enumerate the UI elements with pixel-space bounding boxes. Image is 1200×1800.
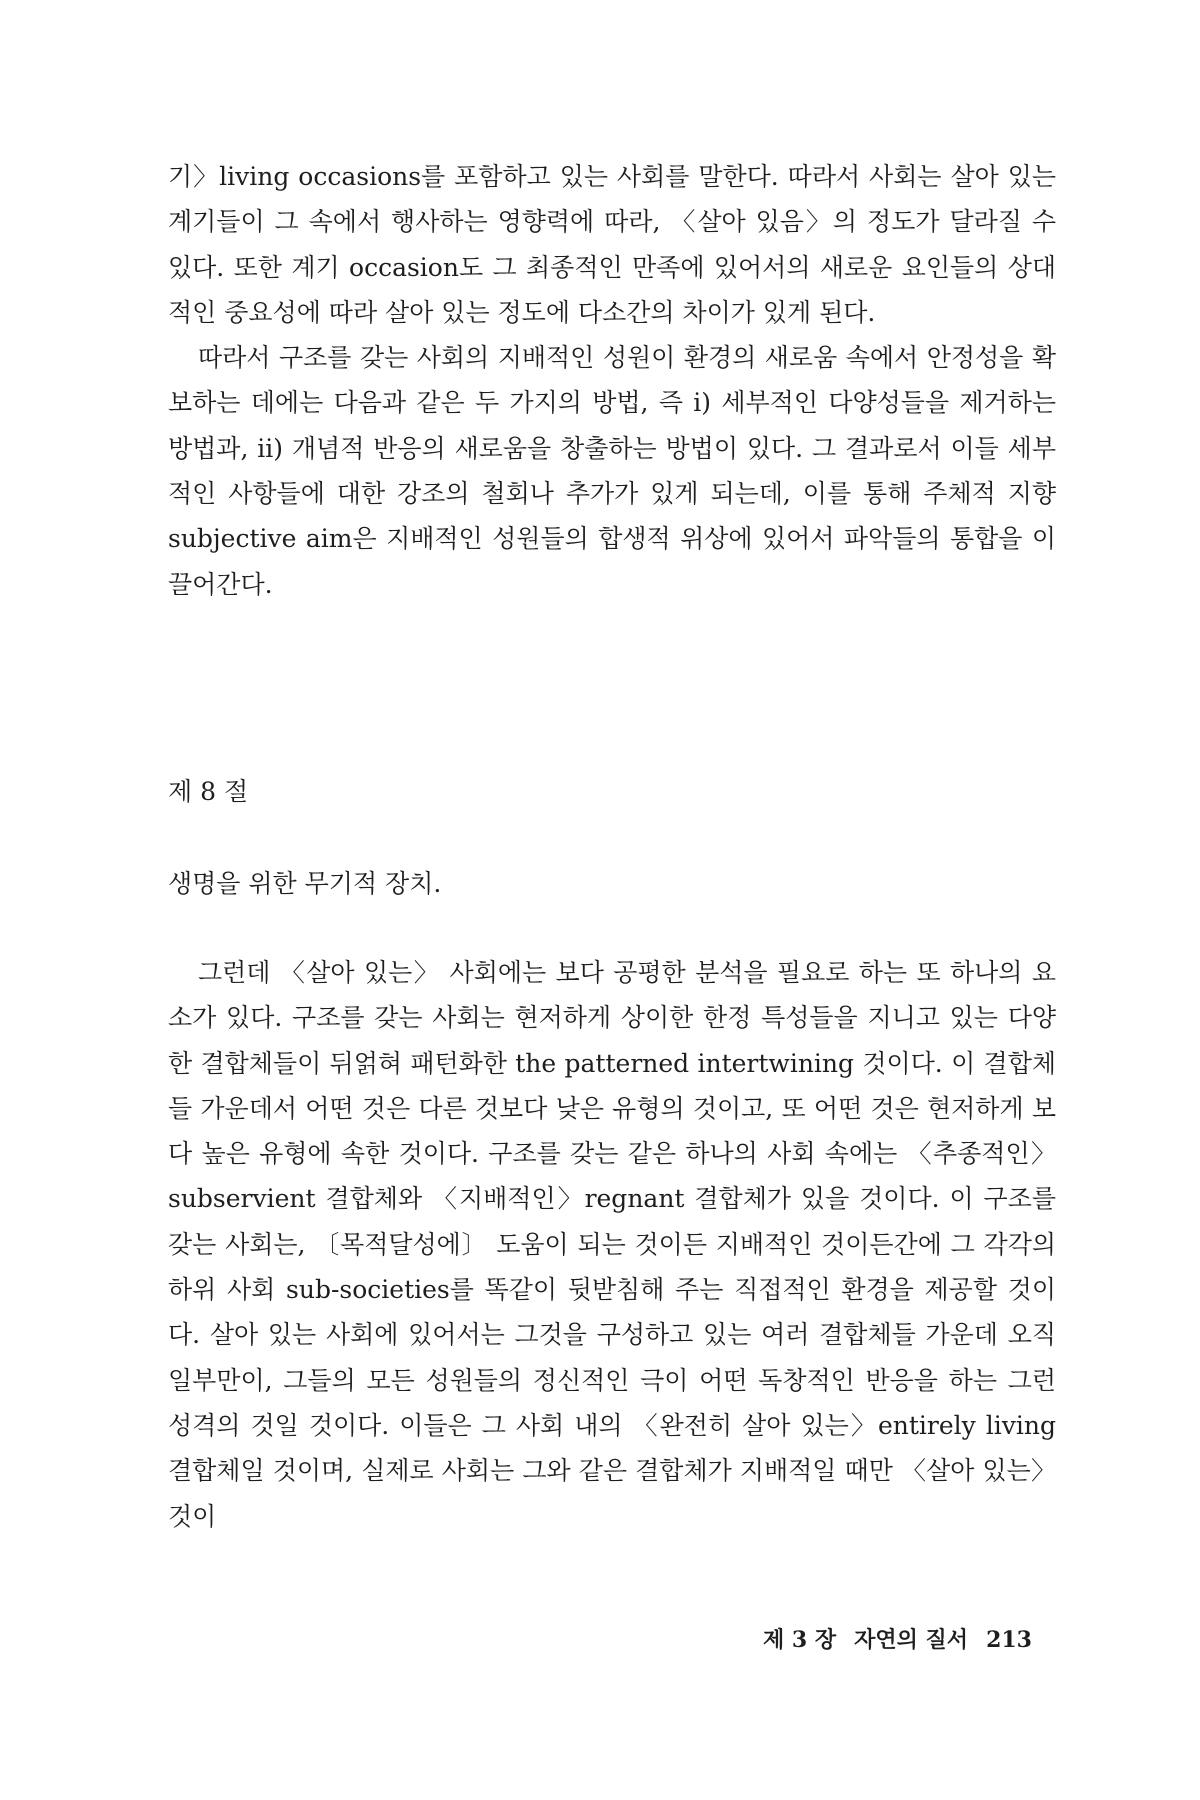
page-number: 213 bbox=[986, 1627, 1032, 1653]
paragraph: 따라서 구조를 갖는 사회의 지배적인 성원이 환경의 새로움 속에서 안정성을 확보하는 데에는 다음과 같은 두 가지의 방법, 즉 i) 세부적인 다양성들을 제거하는 방법과, ii) 개념적 반응의 새로움을 창출하는 방법이 있다. 그 결과로서 이들 세부적인 사항들에 대한 강조의 철회나 추가가 있게 되는데, 이를 통해 주체적 지향 subjective aim은 지배적인 성원들의 합생적 위상에 있어서 파악들의 통합을 이끌어간다. bbox=[168, 343, 1056, 599]
running-footer bbox=[720, 1625, 1032, 1655]
footer-chapter: 제 3 장 bbox=[763, 1627, 837, 1653]
body-text-top bbox=[168, 154, 1056, 607]
footer-chapter-title: 자연의 질서 bbox=[854, 1627, 969, 1653]
section-number: 제 8 절 bbox=[168, 777, 249, 806]
paragraph: 그런데 〈살아 있는〉 사회에는 보다 공평한 분석을 필요로 하는 또 하나의 요소가 있다. 구조를 갖는 사회는 현저하게 상이한 한정 특성들을 지니고 있는 다양한 결합체들이 뒤얽혀 패턴화한 the patterned intertwining 것이다. 이 결합체들 가운데서 어떤 것은 다른 것보다 낮은 유형의 것이고, 또 어떤 것은 현저하게 보다 높은 유형에 속한 것이다. 구조를 갖는 같은 하나의 사회 속에는 〈추종적인〉subservient 결합체와 〈지배적인〉regnant 결합체가 있을 것이다. 이 구조를 갖는 사회는, 〔목적달성에〕 도움이 되는 것이든 지배적인 것이든간에 그 각각의 하위 사회 sub-societies를 똑같이 뒷받침해 주는 직접적인 환경을 제공할 것이다. 살아 있는 사회에 있어서는 그것을 구성하고 있는 여러 결합체들 가운데 오직 일부만이, 그들의 모든 성원들의 정신적인 극이 어떤 독창적인 반응을 하는 그런 성격의 것일 것이다. 이들은 그 사회 내의 〈완전히 살아 있는〉entirely living 결합체일 것이며, 실제로 사회는 그와 같은 결합체가 지배적일 때만 〈살아 있는〉 것이 bbox=[168, 958, 1056, 1531]
section-title: 생명을 위한 무기적 장치. bbox=[168, 869, 442, 898]
paragraph-continued: 기〉living occasions를 포함하고 있는 사회를 말한다. 따라서 사회는 살아 있는 계기들이 그 속에서 행사하는 영향력에 따라, 〈살아 있음〉의 정도가 달라질 수 있다. 또한 계기 occasion도 그 최종적인 만족에 있어서의 새로운 요인들의 상대적인 중요성에 따라 살아 있는 정도에 다소간의 차이가 있게 된다. bbox=[168, 162, 1056, 327]
body-text-bottom bbox=[168, 950, 1056, 1539]
